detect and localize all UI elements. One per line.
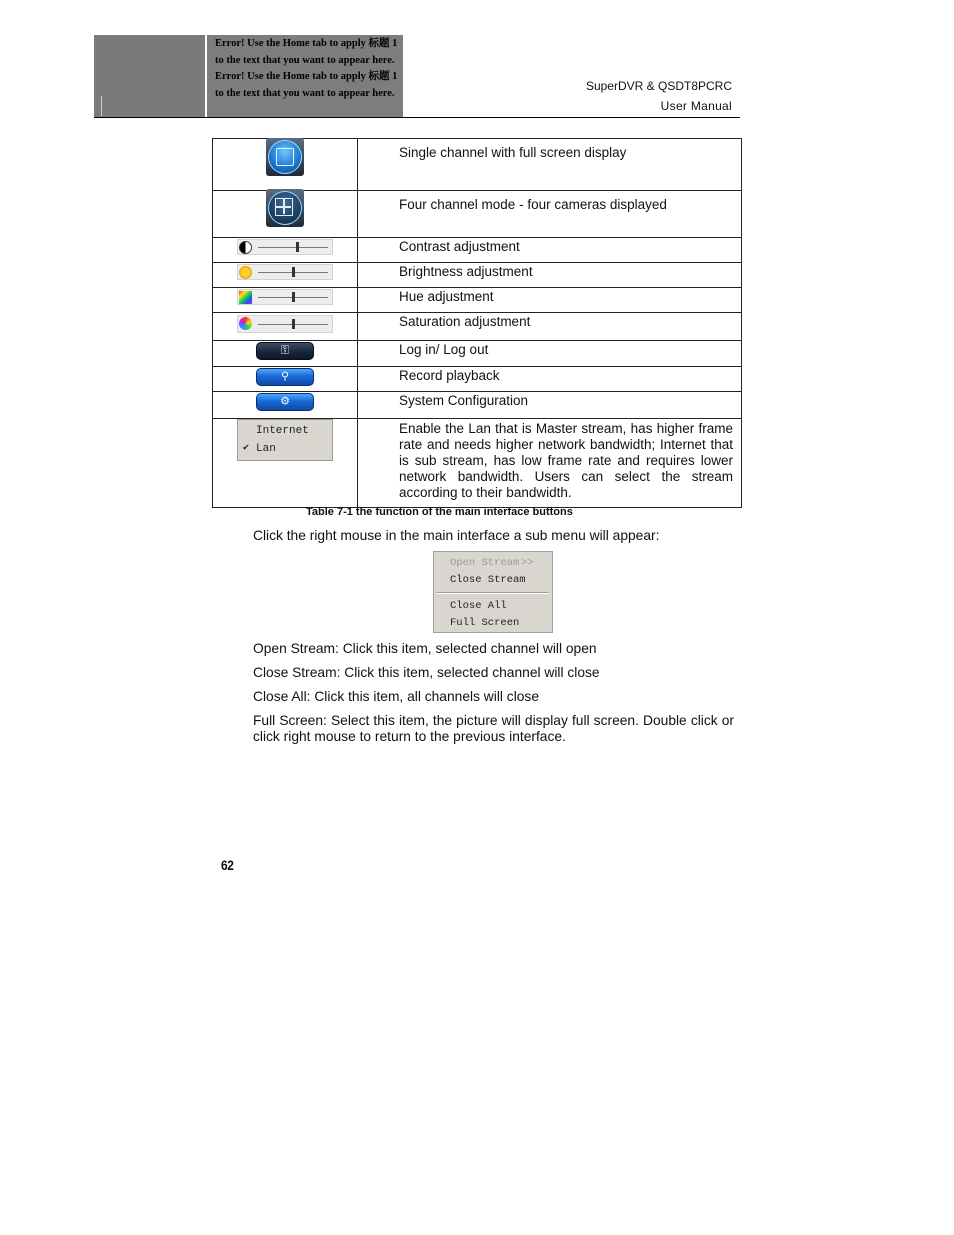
- sun-icon: [239, 266, 252, 279]
- row-description: Record playback: [358, 367, 742, 392]
- header-manual-label: User Manual: [660, 99, 732, 113]
- hue-icon: [239, 291, 252, 304]
- header-rule: [94, 117, 740, 118]
- contrast-slider-thumb: [296, 242, 299, 252]
- close-all-description: Close All: Click this item, all channels will close: [253, 689, 540, 704]
- table-row: [213, 392, 742, 419]
- brightness-slider: [237, 264, 333, 280]
- icon-cell: [213, 392, 358, 419]
- row-description: Single channel with full screen display: [358, 139, 742, 191]
- row-description: Saturation adjustment: [358, 313, 742, 341]
- magnifier-icon: ⚲: [280, 370, 290, 383]
- brightness-slider-thumb: [292, 267, 295, 277]
- header-error-text: Error! Use the Home tab to apply 标题 1 to the text that you want to appear here. Error! Use the Home tab to apply 标题 1 to the text that you want to appear here.: [207, 35, 403, 117]
- contrast-slider: [237, 239, 333, 255]
- lan-label: Lan: [256, 443, 276, 455]
- close-stream-description: Close Stream: Click this item, selected channel will close: [253, 665, 600, 680]
- config-button-image: [256, 393, 314, 411]
- icon-cell: [213, 238, 358, 263]
- saturation-slider-thumb: [292, 319, 295, 329]
- table-row: [213, 139, 742, 191]
- four-screen-icon: [266, 189, 304, 227]
- single-screen-icon: [266, 138, 304, 176]
- stream-option-lan: [238, 440, 332, 458]
- login-button-image: [256, 342, 314, 360]
- table-row: [213, 341, 742, 367]
- menu-item-full-screen: Full Screen: [450, 617, 520, 629]
- header-divider-mark: [101, 96, 102, 116]
- table-row: [213, 288, 742, 313]
- table-caption: Table 7-1 the function of the main interface buttons: [306, 506, 573, 518]
- context-menu-intro: Click the right mouse in the main interface a sub menu will appear:: [253, 528, 660, 543]
- icon-cell: [213, 191, 358, 238]
- context-menu-image: [433, 551, 553, 633]
- hue-slider-thumb: [292, 292, 295, 302]
- table-row: [213, 313, 742, 341]
- icon-cell: [213, 139, 358, 191]
- icon-cell: [213, 313, 358, 341]
- menu-item-close-stream: Close Stream: [450, 574, 526, 586]
- playback-button-image: [256, 368, 314, 386]
- row-description: Contrast adjustment: [358, 238, 742, 263]
- icon-cell: [213, 263, 358, 288]
- hue-slider: [237, 289, 333, 305]
- menu-separator: [437, 592, 549, 594]
- table-row: [213, 238, 742, 263]
- stream-menu-image: [237, 419, 333, 461]
- menu-item-close-all: Close All: [450, 600, 507, 612]
- contrast-icon: [239, 241, 252, 254]
- table-row: [213, 367, 742, 392]
- saturation-slider: [237, 315, 333, 333]
- icon-cell: [213, 288, 358, 313]
- row-description: System Configuration: [358, 392, 742, 419]
- header-gray-block: [94, 35, 205, 117]
- table-row: [213, 419, 742, 508]
- icon-cell: [213, 367, 358, 392]
- row-description: Brightness adjustment: [358, 263, 742, 288]
- menu-item-open-stream: Open Stream: [450, 557, 520, 569]
- page-number: 62: [221, 857, 234, 873]
- icon-cell: [213, 341, 358, 367]
- row-description: Log in/ Log out: [358, 341, 742, 367]
- table-row: [213, 263, 742, 288]
- row-description: Hue adjustment: [358, 288, 742, 313]
- open-stream-description: Open Stream: Click this item, selected channel will open: [253, 641, 597, 656]
- submenu-arrow-icon: >>: [521, 557, 534, 569]
- row-description: Four channel mode - four cameras displayed: [358, 191, 742, 238]
- stream-option-internet: Internet: [256, 425, 309, 437]
- icon-cell: [213, 419, 358, 508]
- button-function-table: [212, 138, 742, 508]
- checkmark-icon: ✔: [243, 443, 250, 454]
- full-screen-description: Full Screen: Select this item, the picture will display full screen. Double click or click right mouse to return to the previous interface.: [253, 713, 734, 744]
- gear-icon: ⚙: [280, 395, 290, 408]
- header-product-name: SuperDVR & QSDT8PCRC: [585, 79, 732, 93]
- key-icon: ⚿: [280, 344, 290, 357]
- row-description: Enable the Lan that is Master stream, has higher frame rate and needs higher network bandwidth; Internet that is sub stream, has low frame rate and requires lower network bandwidth. Users can select the stream according to their bandwidth.: [358, 419, 742, 508]
- color-wheel-icon: [239, 317, 252, 330]
- table-row: [213, 191, 742, 238]
